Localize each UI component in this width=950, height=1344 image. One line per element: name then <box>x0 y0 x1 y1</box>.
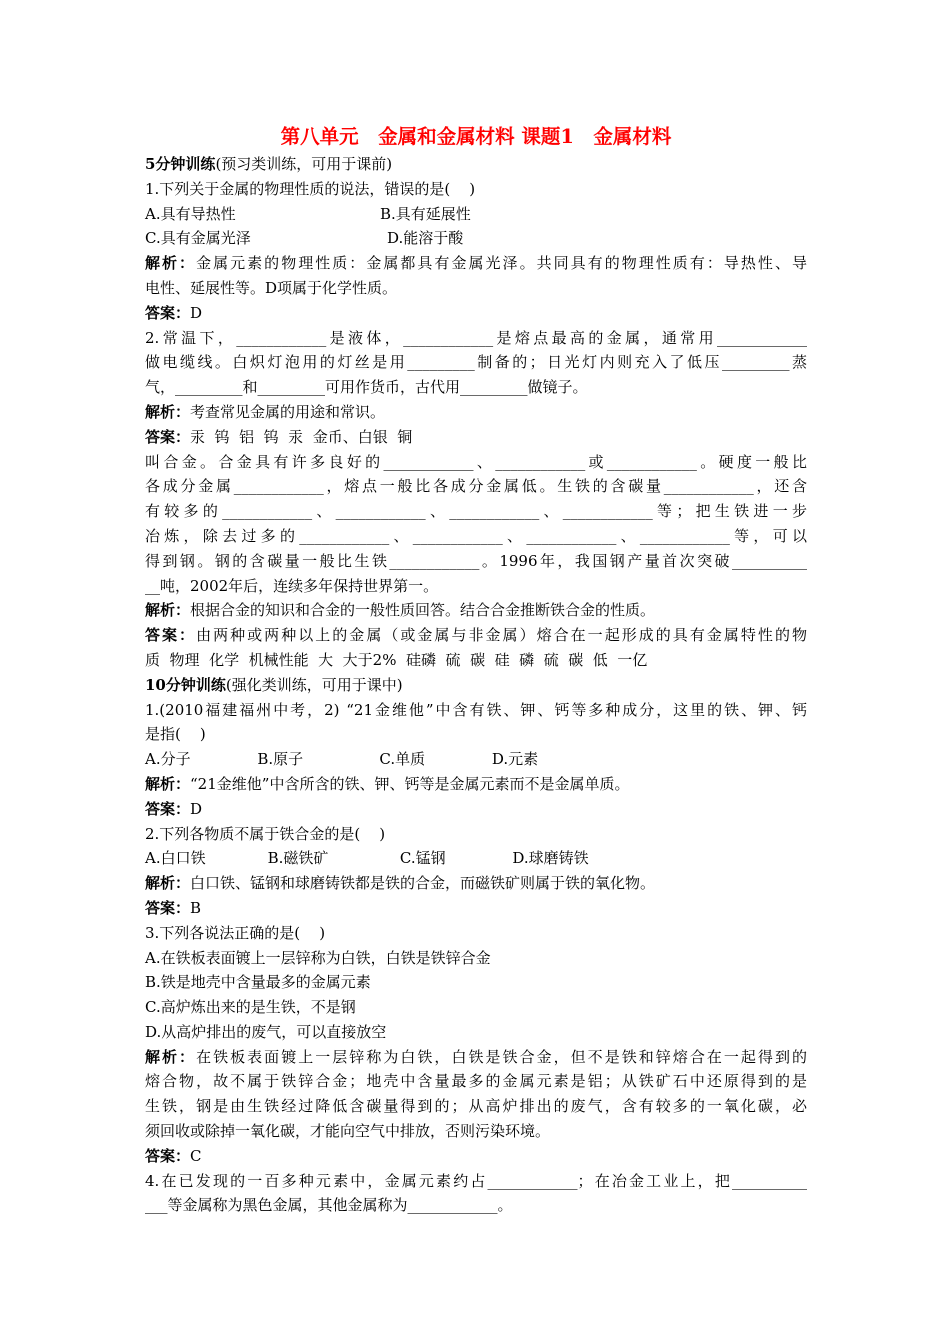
question-line: 冶炼，除去过多的____________、____________、____________、____________等，可以 <box>145 526 807 545</box>
page-title: 第八单元 金属和金属材料 课题1 金属材料 <box>280 125 672 148</box>
question-line: 得到钢。钢的含碳量一般比生铁____________。1996年，我国钢产量首次突破__________ <box>145 551 807 570</box>
question-line: 2.常温下，____________是液体，____________是熔点最高的金属，通常用____________ <box>145 328 807 347</box>
question-line: 做电缆线。白炽灯泡用的灯丝是用_________制备的；日光灯内则充入了低压_________蒸 <box>145 353 807 372</box>
analysis-line: 解析：金属元素的物理性质：金属都具有金属光泽。共同具有的物理性质有：导热性、导 <box>145 254 807 273</box>
analysis-line: 解析：白口铁、锰钢和球磨铸铁都是铁的合金，而磁铁矿则属于铁的氧化物。 <box>145 874 656 893</box>
question-line: 是指( ) <box>145 725 206 744</box>
answer-line: 答案：C <box>145 1146 202 1165</box>
section-heading: 5分钟训练(预习类训练，可用于课前) <box>145 155 393 173</box>
question-line: 1.(2010福建福州中考，2) “21金维他”中含有铁、钾、钙等多种成分，这里的铁、钾、钙 <box>145 700 807 719</box>
answer-line: 答案：D <box>145 799 203 818</box>
option-row: D.从高炉排出的废气，可以直接放空 <box>145 1022 387 1041</box>
question-line: 各成分金属____________，熔点一般比各成分金属低。生铁的含碳量____________，还含 <box>145 477 807 496</box>
option-row: A.白口铁 B.磁铁矿 C.锰钢 D.球磨铸铁 <box>145 849 589 868</box>
answer-line: 答案：汞 钨 铝 钨 汞 金币、白银 铜 <box>145 427 413 446</box>
question-line: ___等金属称为黑色金属，其他金属称为____________。 <box>145 1196 513 1215</box>
answer-line: 答案：由两种或两种以上的金属（或金属与非金属）熔合在一起形成的具有金属特性的物 <box>145 626 807 645</box>
option-row: A.分子 B.原子 C.单质 D.元素 <box>145 750 539 769</box>
answer-line: 答案：B <box>145 898 202 917</box>
analysis-line: 电性、延展性等。D项属于化学性质。 <box>145 278 398 297</box>
analysis-line: 解析：在铁板表面镀上一层锌称为白铁，白铁是铁合金，但不是铁和锌熔合在一起得到的 <box>145 1047 807 1066</box>
question-stem: 3.下列各说法正确的是( ) <box>145 923 326 942</box>
question-line: 有较多的____________、____________、____________、____________等；把生铁进一步 <box>145 502 807 521</box>
option-row: B.铁是地壳中含量最多的金属元素 <box>145 973 371 992</box>
question-stem: 2.下列各物质不属于铁合金的是( ) <box>145 824 386 843</box>
analysis-line: 解析：考查常见金属的用途和常识。 <box>145 402 386 421</box>
section-heading: 10分钟训练(强化类训练，可用于课中) <box>145 675 403 694</box>
answer-line: 质 物理 化学 机械性能 大 大于2% 硅磷 硫 碳 硅 磷 硫 碳 低 一亿 <box>145 650 648 669</box>
option-row: A.具有导热性 B.具有延展性 <box>145 204 471 223</box>
question-line: 4.在已发现的一百多种元素中，金属元素约占____________；在冶金工业上，把__________ <box>145 1171 807 1190</box>
question-line: __吨，2002年后，连续多年保持世界第一。 <box>145 576 439 595</box>
analysis-line: 解析：“21金维他”中含所含的铁、钾、钙等是金属元素而不是金属单质。 <box>145 774 630 793</box>
answer-line: 答案：D <box>145 303 203 322</box>
option-row: C.具有金属光泽 D.能溶于酸 <box>145 229 464 248</box>
option-row: C.高炉炼出来的是生铁，不是钢 <box>145 998 356 1017</box>
analysis-line: 熔合物，故不属于铁锌合金；地壳中含量最多的金属元素是铝；从铁矿石中还原得到的是 <box>145 1072 807 1091</box>
question-stem: 1.下列关于金属的物理性质的说法，错误的是( ) <box>145 179 476 198</box>
question-line: 气，_________和_________可用作货币，古代用_________做镜子。 <box>145 378 588 397</box>
question-line: 叫合金。合金具有许多良好的____________、____________或____________。硬度一般比 <box>145 452 807 471</box>
analysis-line: 生铁，钢是由生铁经过降低含碳量得到的；从高炉排出的废气，含有较多的一氧化碳，必 <box>145 1097 807 1116</box>
analysis-line: 须回收或除掉一氧化碳，才能向空气中排放，否则污染环境。 <box>145 1122 551 1141</box>
option-row: A.在铁板表面镀上一层锌称为白铁，白铁是铁锌合金 <box>145 948 491 967</box>
document-page <box>145 122 807 1218</box>
analysis-line: 解析：根据合金的知识和合金的一般性质回答。结合合金推断铁合金的性质。 <box>145 601 656 620</box>
